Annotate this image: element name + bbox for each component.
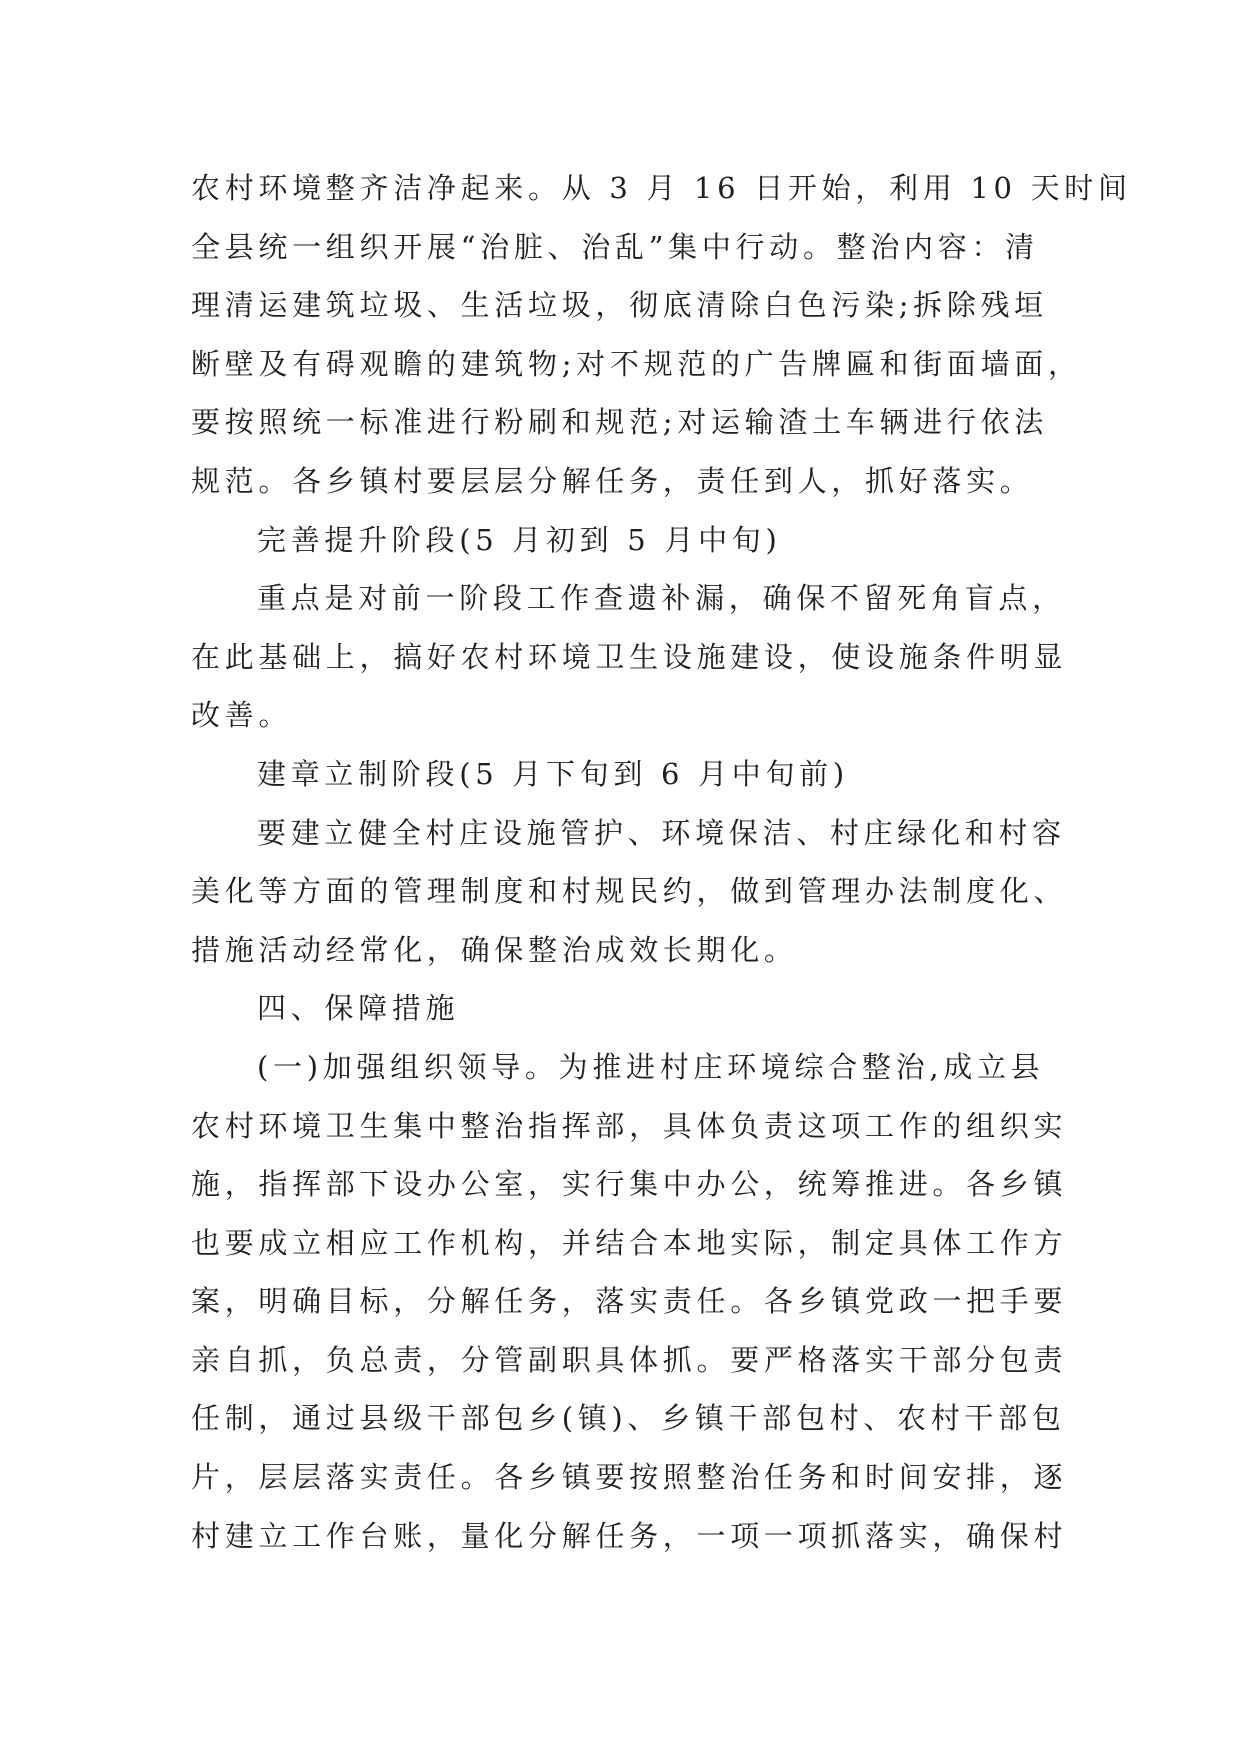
text-line-3: 理清运建筑垃圾、生活垃圾，彻底清除白色污染;拆除残垣 <box>191 288 1048 323</box>
text-line-10: 改善。 <box>191 698 293 733</box>
text-line-13: 美化等方面的管理制度和村规民约，做到管理办法制度化、 <box>191 874 1068 909</box>
text-line-5: 要按照统一标准进行粉刷和规范;对运输渣土车辆进行依法 <box>191 405 1048 440</box>
text-line-6: 规范。各乡镇村要层层分解任务，责任到人，抓好落实。 <box>191 463 1034 498</box>
text-line-8: 重点是对前一阶段工作查遗补漏，确保不留死角盲点， <box>257 581 1066 616</box>
text-line-16: (一)加强组织领导。为推进村庄环境综合整治,成立县 <box>257 1049 1045 1084</box>
text-line-12: 要建立健全村庄设施管护、环境保洁、村庄绿化和村容 <box>257 815 1066 850</box>
section-heading-safeguards: 四、保障措施 <box>257 991 460 1026</box>
text-line-19: 也要成立相应工作机构，并结合本地实际，制定具体工作方 <box>191 1225 1068 1260</box>
text-line-9: 在此基础上，搞好农村环境卫生设施建设，使设施条件明显 <box>191 639 1068 674</box>
text-line-24: 村建立工作台账，量化分解任务，一项一项抓落实，确保村 <box>191 1518 1068 1553</box>
text-line-17: 农村环境卫生集中整治指挥部，具体负责这项工作的组织实 <box>191 1108 1068 1143</box>
text-line-23: 片，层层落实责任。各乡镇要按照整治任务和时间安排，逐 <box>191 1460 1068 1495</box>
text-line-1: 农村环境整齐洁净起来。从 3 月 16 日开始，利用 10 天时间 <box>191 171 1132 205</box>
text-line-4: 断壁及有碍观瞻的建筑物;对不规范的广告牌匾和街面墙面， <box>191 346 1082 381</box>
section-heading-regulation: 建章立制阶段(5 月下旬到 6 月中旬前) <box>257 756 849 791</box>
section-heading-improvement: 完善提升阶段(5 月初到 5 月中旬) <box>257 522 782 557</box>
document-body <box>191 159 1132 1565</box>
text-line-20: 案，明确目标，分解任务，落实责任。各乡镇党政一把手要 <box>191 1284 1068 1319</box>
text-line-18: 施，指挥部下设办公室，实行集中办公，统筹推进。各乡镇 <box>191 1167 1068 1202</box>
text-line-21: 亲自抓，负总责，分管副职具体抓。要严格落实干部分包责 <box>191 1342 1068 1377</box>
text-line-22: 任制，通过县级干部包乡(镇)、乡镇干部包村、农村干部包 <box>191 1401 1066 1436</box>
text-line-14: 措施活动经常化，确保整治成效长期化。 <box>191 932 798 967</box>
text-line-2: 全县统一组织开展“治脏、治乱”集中行动。整治内容：清 <box>191 229 1039 264</box>
